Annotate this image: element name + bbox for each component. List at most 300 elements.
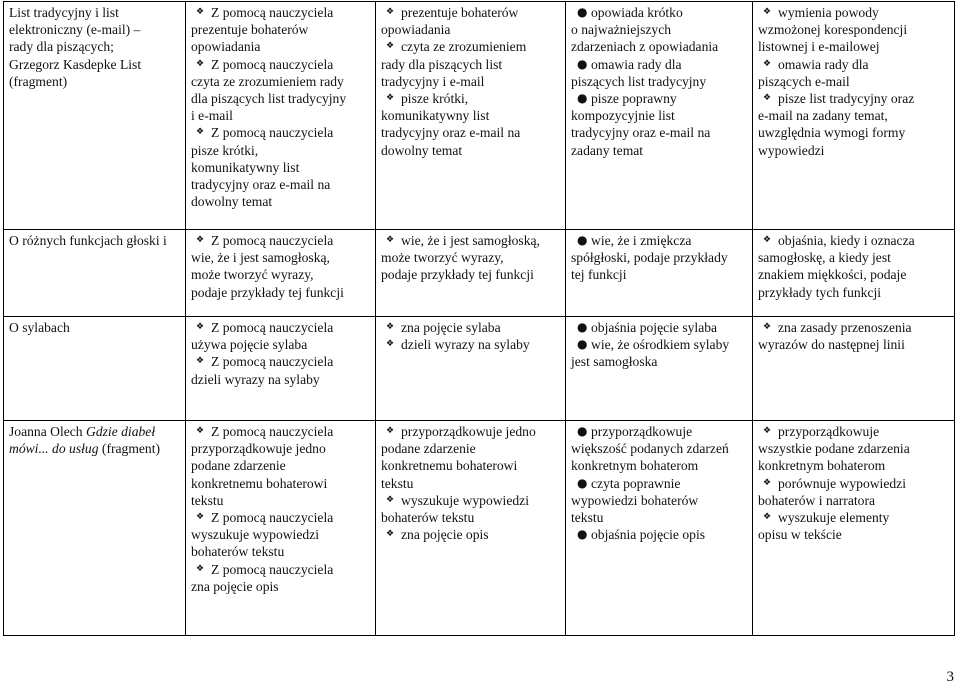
item-first-line bbox=[381, 492, 561, 509]
item-text: dzieli wyrazy na sylaby bbox=[191, 371, 320, 387]
item-line bbox=[571, 73, 748, 90]
item-text: pisze krótki, bbox=[191, 142, 259, 158]
item-text: i e-mail bbox=[191, 108, 233, 124]
item-text: zna pojęcie opis bbox=[401, 527, 489, 543]
bullet-dot-icon: ● bbox=[577, 527, 588, 542]
item-line bbox=[381, 440, 561, 457]
item-line bbox=[758, 249, 950, 266]
item-line bbox=[191, 142, 371, 159]
item-text: czyta ze zrozumieniem bbox=[401, 39, 527, 55]
item-text: przyporządkowuje bbox=[591, 424, 693, 439]
item-line bbox=[571, 107, 748, 124]
requirement-list bbox=[758, 423, 950, 543]
list-item bbox=[571, 526, 748, 543]
level-cell-4 bbox=[753, 2, 955, 230]
level-cell-4 bbox=[753, 421, 955, 636]
item-line bbox=[758, 21, 950, 38]
bullet-diamond-icon: ❖ bbox=[763, 93, 772, 104]
item-text: tekstu bbox=[381, 475, 414, 491]
item-first-line bbox=[571, 526, 748, 543]
item-text: wyszukuje wypowiedzi bbox=[191, 527, 319, 543]
requirement-list bbox=[571, 319, 748, 371]
topic-cell bbox=[4, 230, 186, 317]
bullet-diamond-icon: ❖ bbox=[196, 426, 205, 436]
item-line bbox=[571, 38, 748, 55]
item-text: tradycyjny oraz e-mail na bbox=[191, 177, 331, 193]
level-cell-1 bbox=[186, 421, 376, 636]
bullet-dot-icon: ● bbox=[577, 475, 588, 490]
item-line bbox=[758, 492, 950, 509]
item-line bbox=[191, 336, 371, 353]
item-line bbox=[381, 249, 561, 266]
item-text: Z pomocą nauczyciela bbox=[211, 5, 334, 20]
bullet-diamond-icon: ❖ bbox=[763, 7, 772, 17]
list-item bbox=[381, 336, 561, 353]
item-text: Z pomocą nauczyciela bbox=[211, 233, 334, 248]
item-line bbox=[571, 509, 748, 526]
item-text: piszących e-mail bbox=[758, 73, 850, 89]
item-text: opowiadania bbox=[381, 22, 451, 38]
level-cell-3 bbox=[566, 2, 753, 230]
item-text: zna pojęcie sylaba bbox=[401, 320, 501, 335]
list-item bbox=[191, 4, 371, 56]
item-line bbox=[191, 159, 371, 176]
item-text: wyszukuje elementy bbox=[778, 510, 890, 526]
list-item bbox=[758, 423, 950, 475]
item-text: prezentuje bohaterów bbox=[401, 5, 519, 20]
item-line bbox=[381, 475, 561, 492]
level-cell-2 bbox=[376, 230, 566, 317]
item-text: bohaterów i narratora bbox=[758, 492, 876, 508]
item-text: omawia rady dla bbox=[591, 56, 682, 72]
bullet-diamond-icon: ❖ bbox=[763, 512, 772, 523]
item-line bbox=[191, 440, 371, 457]
item-text: konkretnemu bohaterowi bbox=[191, 475, 328, 491]
item-line bbox=[191, 475, 371, 492]
item-text: podane zdarzenie bbox=[191, 458, 286, 474]
level-cell-4 bbox=[753, 317, 955, 421]
table-row bbox=[4, 230, 955, 317]
item-first-line bbox=[381, 526, 561, 543]
item-text: tekstu bbox=[571, 510, 604, 526]
item-first-line bbox=[758, 319, 950, 336]
bullet-dot-icon: ● bbox=[577, 320, 588, 334]
item-text: może tworzyć wyrazy, bbox=[191, 267, 314, 283]
item-line bbox=[191, 38, 371, 55]
list-item bbox=[758, 232, 950, 301]
level-cell-3 bbox=[566, 230, 753, 317]
item-line bbox=[191, 457, 371, 474]
list-item bbox=[758, 90, 950, 159]
requirement-list bbox=[758, 232, 950, 301]
level-cell-1 bbox=[186, 2, 376, 230]
requirement-list bbox=[571, 232, 748, 284]
item-line bbox=[191, 90, 371, 107]
topic-suffix: (fragment) bbox=[98, 441, 161, 457]
item-first-line bbox=[191, 561, 371, 578]
item-first-line bbox=[758, 56, 950, 73]
requirement-list bbox=[381, 4, 561, 159]
item-text: konkretnym bohaterom bbox=[571, 458, 699, 474]
list-item bbox=[758, 475, 950, 509]
item-line bbox=[191, 543, 371, 560]
level-cell-1 bbox=[186, 317, 376, 421]
item-text: dowolny temat bbox=[191, 194, 273, 210]
item-line bbox=[571, 457, 748, 474]
item-first-line bbox=[381, 336, 561, 353]
item-first-line bbox=[191, 319, 371, 336]
item-line bbox=[571, 353, 748, 370]
list-item bbox=[191, 124, 371, 210]
requirement-list bbox=[381, 319, 561, 353]
list-item bbox=[381, 4, 561, 38]
list-item bbox=[191, 561, 371, 595]
topic-line: elektroniczny (e-mail) – bbox=[9, 22, 141, 38]
item-text: o najważniejszych bbox=[571, 22, 672, 38]
list-item bbox=[571, 475, 748, 527]
bullet-diamond-icon: ❖ bbox=[386, 494, 395, 505]
item-line bbox=[571, 142, 748, 159]
curriculum-table bbox=[3, 1, 955, 636]
item-line bbox=[758, 124, 950, 141]
item-line bbox=[758, 107, 950, 124]
item-text: spółgłoski, podaje przykłady bbox=[571, 250, 728, 266]
item-first-line bbox=[381, 423, 561, 440]
item-line bbox=[571, 124, 748, 141]
item-text: używa pojęcie sylaba bbox=[191, 337, 308, 353]
requirement-list bbox=[381, 423, 561, 543]
requirement-list bbox=[191, 423, 371, 595]
requirement-list bbox=[191, 4, 371, 210]
item-line bbox=[191, 371, 371, 388]
level-cell-2 bbox=[376, 421, 566, 636]
list-item bbox=[381, 319, 561, 336]
item-first-line bbox=[571, 319, 748, 336]
item-line bbox=[191, 492, 371, 509]
item-text: Z pomocą nauczyciela bbox=[211, 125, 334, 141]
item-text: podane zdarzenie bbox=[381, 441, 476, 457]
item-first-line bbox=[381, 90, 561, 107]
item-line bbox=[381, 107, 561, 124]
bullet-diamond-icon: ❖ bbox=[196, 127, 205, 138]
item-first-line bbox=[758, 232, 950, 249]
item-text: objaśnia pojęcie opis bbox=[591, 527, 706, 543]
item-text: samogłoskę, a kiedy jest bbox=[758, 250, 891, 266]
item-first-line bbox=[191, 124, 371, 141]
item-line bbox=[191, 578, 371, 595]
item-first-line bbox=[571, 90, 748, 107]
item-line bbox=[571, 492, 748, 509]
bullet-diamond-icon: ❖ bbox=[196, 322, 205, 332]
bullet-diamond-icon: ❖ bbox=[763, 322, 772, 332]
topic-title: Gdzie diabeł bbox=[86, 424, 156, 439]
item-text: komunikatywny list bbox=[191, 159, 300, 175]
list-item bbox=[571, 232, 748, 284]
item-line bbox=[191, 176, 371, 193]
item-first-line bbox=[191, 56, 371, 73]
bullet-diamond-icon: ❖ bbox=[196, 563, 205, 574]
list-item bbox=[758, 509, 950, 543]
bullet-dot-icon: ● bbox=[577, 56, 588, 71]
bullet-diamond-icon: ❖ bbox=[763, 235, 772, 245]
item-text: tekstu bbox=[191, 492, 224, 508]
item-text: porównuje wypowiedzi bbox=[778, 475, 906, 491]
item-text: opowiadania bbox=[191, 39, 261, 55]
item-line bbox=[758, 266, 950, 283]
item-first-line bbox=[191, 423, 371, 440]
table-row bbox=[4, 2, 955, 230]
item-text: piszących list tradycyjny bbox=[571, 73, 707, 89]
item-text: wie, że i zmiękcza bbox=[591, 233, 692, 248]
item-text: wie, że i jest samogłoską, bbox=[191, 250, 330, 266]
item-text: zdarzeniach z opowiadania bbox=[571, 39, 719, 55]
item-text: czyta ze zrozumieniem rady bbox=[191, 73, 344, 89]
item-text: Z pomocą nauczyciela bbox=[211, 510, 334, 526]
item-line bbox=[191, 249, 371, 266]
item-first-line bbox=[571, 56, 748, 73]
item-text: omawia rady dla bbox=[778, 56, 869, 72]
item-line bbox=[571, 249, 748, 266]
bullet-dot-icon: ● bbox=[577, 91, 588, 106]
item-text: może tworzyć wyrazy, bbox=[381, 250, 504, 266]
item-line bbox=[381, 142, 561, 159]
bullet-diamond-icon: ❖ bbox=[386, 93, 395, 104]
item-text: przykłady tych funkcji bbox=[758, 284, 882, 300]
item-line bbox=[381, 56, 561, 73]
list-item bbox=[571, 336, 748, 370]
topic-line: Grzegorz Kasdepke List bbox=[9, 56, 142, 72]
item-line bbox=[758, 336, 950, 353]
list-item bbox=[191, 56, 371, 125]
item-text: opisu w tekście bbox=[758, 527, 842, 543]
item-text: wypowiedzi bbox=[758, 142, 825, 158]
bullet-diamond-icon: ❖ bbox=[763, 58, 772, 69]
level-cell-4 bbox=[753, 230, 955, 317]
item-text: tradycyjny oraz e-mail na bbox=[571, 125, 711, 141]
item-line bbox=[381, 266, 561, 283]
item-text: przyporządkowuje jedno bbox=[191, 441, 326, 457]
list-item bbox=[381, 38, 561, 90]
item-first-line bbox=[381, 319, 561, 336]
item-text: Z pomocą nauczyciela bbox=[211, 561, 334, 577]
item-text: Z pomocą nauczyciela bbox=[211, 320, 334, 335]
item-text: kompozycyjnie list bbox=[571, 108, 675, 124]
list-item bbox=[571, 4, 748, 56]
bullet-diamond-icon: ❖ bbox=[196, 356, 205, 367]
list-item bbox=[758, 319, 950, 353]
item-first-line bbox=[758, 4, 950, 21]
item-text: objaśnia, kiedy i oznacza bbox=[778, 233, 915, 248]
item-line bbox=[758, 284, 950, 301]
item-line bbox=[381, 457, 561, 474]
table-row bbox=[4, 421, 955, 636]
list-item bbox=[381, 492, 561, 526]
item-first-line bbox=[191, 509, 371, 526]
item-line bbox=[191, 193, 371, 210]
requirement-list bbox=[191, 319, 371, 388]
item-text: pisze krótki, bbox=[401, 91, 469, 107]
item-text: podaje przykłady tej funkcji bbox=[191, 284, 344, 300]
item-text: Z pomocą nauczyciela bbox=[211, 56, 334, 72]
item-text: rady dla piszących list bbox=[381, 56, 503, 72]
item-text: objaśnia pojęcie sylaba bbox=[591, 320, 718, 335]
bullet-diamond-icon: ❖ bbox=[386, 529, 395, 540]
item-line bbox=[191, 107, 371, 124]
item-first-line bbox=[758, 90, 950, 107]
item-line bbox=[758, 440, 950, 457]
topic-line: rady dla piszących; bbox=[9, 39, 114, 55]
list-item bbox=[191, 353, 371, 387]
item-text: e-mail na zadany temat, bbox=[758, 108, 888, 124]
item-line bbox=[758, 73, 950, 90]
item-line bbox=[381, 21, 561, 38]
item-text: zadany temat bbox=[571, 142, 644, 158]
item-text: uwzględnia wymogi formy bbox=[758, 125, 906, 141]
item-text: tej funkcji bbox=[571, 267, 627, 283]
requirement-list bbox=[758, 4, 950, 159]
item-first-line bbox=[571, 475, 748, 492]
item-line bbox=[381, 509, 561, 526]
item-text: przyporządkowuje bbox=[778, 424, 880, 439]
topic-cell bbox=[4, 421, 186, 636]
list-item bbox=[758, 56, 950, 90]
list-item bbox=[191, 423, 371, 509]
item-text: pisze poprawny bbox=[591, 91, 677, 107]
list-item bbox=[381, 526, 561, 543]
requirement-list bbox=[571, 423, 748, 543]
list-item bbox=[191, 319, 371, 353]
item-line bbox=[758, 142, 950, 159]
list-item bbox=[571, 56, 748, 90]
bullet-dot-icon: ● bbox=[577, 233, 588, 247]
list-item bbox=[191, 232, 371, 301]
bullet-diamond-icon: ❖ bbox=[196, 235, 205, 245]
bullet-diamond-icon: ❖ bbox=[763, 426, 772, 436]
level-cell-2 bbox=[376, 2, 566, 230]
topic-cell bbox=[4, 2, 186, 230]
list-item bbox=[381, 423, 561, 492]
item-text: dla piszących list tradycyjny bbox=[191, 91, 347, 107]
topic-cell bbox=[4, 317, 186, 421]
page-number: 3 bbox=[946, 669, 954, 685]
item-text: wypowiedzi bohaterów bbox=[571, 492, 699, 508]
item-first-line bbox=[381, 38, 561, 55]
level-cell-3 bbox=[566, 421, 753, 636]
item-line bbox=[191, 266, 371, 283]
bullet-diamond-icon: ❖ bbox=[386, 339, 395, 350]
item-text: opowiada krótko bbox=[591, 5, 683, 20]
item-line bbox=[571, 21, 748, 38]
item-text: wie, że i jest samogłoską, bbox=[401, 233, 540, 248]
item-line bbox=[191, 284, 371, 301]
item-text: podaje przykłady tej funkcji bbox=[381, 267, 534, 283]
bullet-dot-icon: ● bbox=[577, 424, 588, 438]
item-text: wyrazów do następnej linii bbox=[758, 337, 905, 353]
table-row bbox=[4, 317, 955, 421]
list-item bbox=[571, 90, 748, 159]
topic-line: List tradycyjny i list bbox=[9, 5, 119, 20]
item-text: większość podanych zdarzeń bbox=[571, 441, 729, 457]
item-text: zna zasady przenoszenia bbox=[778, 320, 912, 335]
item-text: Z pomocą nauczyciela bbox=[211, 354, 334, 370]
item-first-line bbox=[571, 232, 748, 249]
bullet-diamond-icon: ❖ bbox=[196, 512, 205, 523]
item-line bbox=[758, 38, 950, 55]
item-first-line bbox=[191, 232, 371, 249]
list-item bbox=[381, 232, 561, 284]
item-text: jest samogłoska bbox=[571, 354, 658, 370]
item-text: bohaterów tekstu bbox=[191, 544, 285, 560]
item-first-line bbox=[381, 232, 561, 249]
requirement-list bbox=[571, 4, 748, 159]
item-text: listownej i e-mailowej bbox=[758, 39, 880, 55]
level-cell-3 bbox=[566, 317, 753, 421]
item-text: znakiem miękkości, podaje bbox=[758, 267, 907, 283]
bullet-diamond-icon: ❖ bbox=[196, 58, 205, 69]
item-text: przyporządkowuje jedno bbox=[401, 424, 536, 439]
list-item bbox=[381, 90, 561, 159]
topic-line: (fragment) bbox=[9, 73, 68, 89]
list-item bbox=[571, 423, 748, 475]
item-line bbox=[758, 457, 950, 474]
topic-line: O sylabach bbox=[9, 320, 70, 335]
bullet-dot-icon: ● bbox=[577, 5, 588, 19]
level-cell-2 bbox=[376, 317, 566, 421]
item-text: dowolny temat bbox=[381, 142, 463, 158]
item-line bbox=[381, 124, 561, 141]
item-first-line bbox=[571, 4, 748, 21]
item-first-line bbox=[758, 509, 950, 526]
item-first-line bbox=[191, 353, 371, 370]
item-text: wszystkie podane zdarzenia bbox=[758, 441, 910, 457]
item-text: zna pojęcie opis bbox=[191, 578, 279, 594]
bullet-diamond-icon: ❖ bbox=[386, 41, 395, 52]
item-text: tradycyjny i e-mail bbox=[381, 73, 485, 89]
bullet-diamond-icon: ❖ bbox=[763, 477, 772, 488]
list-item bbox=[758, 4, 950, 56]
topic-line: O różnych funkcjach głoski i bbox=[9, 233, 167, 248]
item-first-line bbox=[571, 336, 748, 353]
bullet-diamond-icon: ❖ bbox=[386, 426, 395, 436]
item-first-line bbox=[758, 475, 950, 492]
item-text: konkretnemu bohaterowi bbox=[381, 458, 518, 474]
topic-title-cont: mówi... do usług bbox=[9, 441, 99, 457]
item-text: prezentuje bohaterów bbox=[191, 22, 309, 38]
requirement-list bbox=[758, 319, 950, 353]
item-text: dzieli wyrazy na sylaby bbox=[401, 337, 530, 353]
list-item bbox=[191, 509, 371, 561]
item-text: konkretnym bohaterom bbox=[758, 458, 886, 474]
bullet-diamond-icon: ❖ bbox=[386, 322, 395, 332]
requirement-list bbox=[191, 232, 371, 301]
item-first-line bbox=[758, 423, 950, 440]
item-text: wie, że ośrodkiem sylaby bbox=[591, 337, 730, 353]
item-line bbox=[571, 266, 748, 283]
bullet-diamond-icon: ❖ bbox=[386, 7, 395, 17]
item-line bbox=[571, 440, 748, 457]
item-text: pisze list tradycyjny oraz bbox=[778, 91, 915, 107]
item-line bbox=[191, 21, 371, 38]
item-line bbox=[758, 526, 950, 543]
topic-author: Joanna Olech bbox=[9, 424, 87, 439]
item-line bbox=[191, 526, 371, 543]
item-first-line bbox=[191, 4, 371, 21]
item-first-line bbox=[571, 423, 748, 440]
item-first-line bbox=[381, 4, 561, 21]
item-text: wymienia powody bbox=[778, 5, 879, 20]
bullet-dot-icon: ● bbox=[577, 337, 588, 352]
item-text: tradycyjny oraz e-mail na bbox=[381, 125, 521, 141]
